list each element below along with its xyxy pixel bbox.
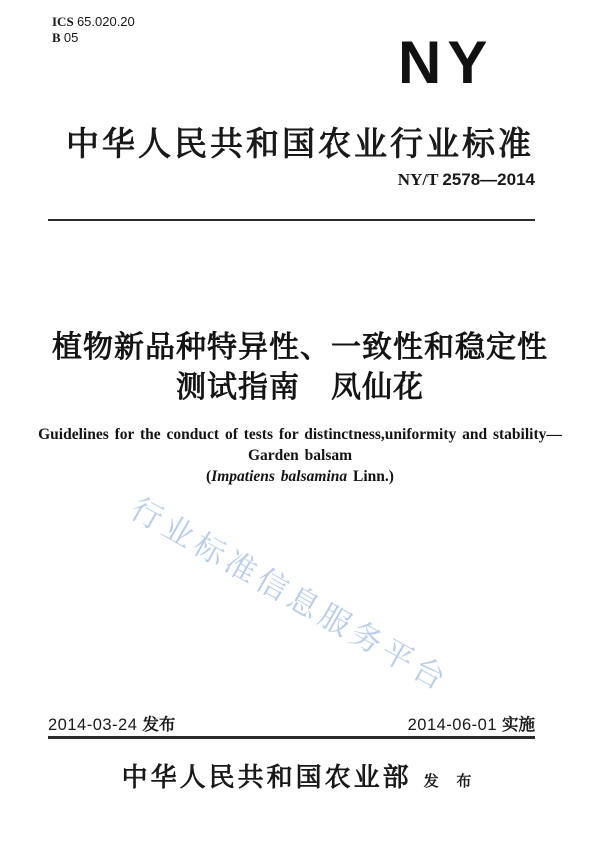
english-title-line2: Garden balsam bbox=[247, 447, 353, 464]
publisher-row bbox=[0, 757, 600, 794]
header-divider-line bbox=[48, 219, 535, 221]
document-title bbox=[0, 328, 600, 408]
implement-date-block bbox=[408, 711, 535, 735]
english-title-line1: Guidelines for the conduct of tests for distinctness,uniformity and stability— bbox=[38, 426, 562, 443]
issue-label: 发布 bbox=[142, 715, 176, 734]
ics-classification-block bbox=[52, 14, 135, 46]
standard-number bbox=[398, 170, 535, 190]
ics-label: ICS bbox=[52, 14, 74, 29]
footer-divider-line bbox=[48, 736, 535, 739]
standard-number-value: 2578—2014 bbox=[442, 170, 535, 189]
latin-species-name: Impatiens balsamina bbox=[211, 468, 348, 485]
dates-row bbox=[48, 711, 535, 735]
publisher-action-label: 发 布 bbox=[423, 774, 479, 790]
class-label: B bbox=[52, 30, 61, 45]
standard-category-title: 中华人民共和国农业行业标准 bbox=[66, 127, 534, 163]
latin-name-open-paren: ( bbox=[206, 468, 212, 485]
class-number: 05 bbox=[63, 30, 79, 45]
implement-label: 实施 bbox=[502, 715, 535, 734]
service-platform-watermark: 行业标准信息服务平台 bbox=[124, 490, 456, 699]
ics-code-line bbox=[52, 14, 135, 30]
publisher-name: 中华人民共和国农业部 bbox=[121, 763, 412, 792]
latin-name-author: Linn.) bbox=[347, 468, 394, 485]
document-title-line2: 测试指南 凤仙花 bbox=[176, 371, 424, 404]
ny-standard-logo: NY bbox=[398, 29, 494, 96]
document-title-english bbox=[0, 424, 600, 487]
class-code-line bbox=[52, 30, 135, 46]
ics-number: 65.020.20 bbox=[76, 14, 135, 29]
english-title-line3 bbox=[0, 466, 600, 487]
issue-date: 2014-03-24 bbox=[48, 716, 138, 734]
document-title-line1: 植物新品种特异性、一致性和稳定性 bbox=[52, 331, 548, 364]
issue-date-block bbox=[48, 711, 175, 735]
standard-number-prefix: NY/T bbox=[397, 170, 439, 189]
implement-date: 2014-06-01 bbox=[407, 716, 497, 734]
